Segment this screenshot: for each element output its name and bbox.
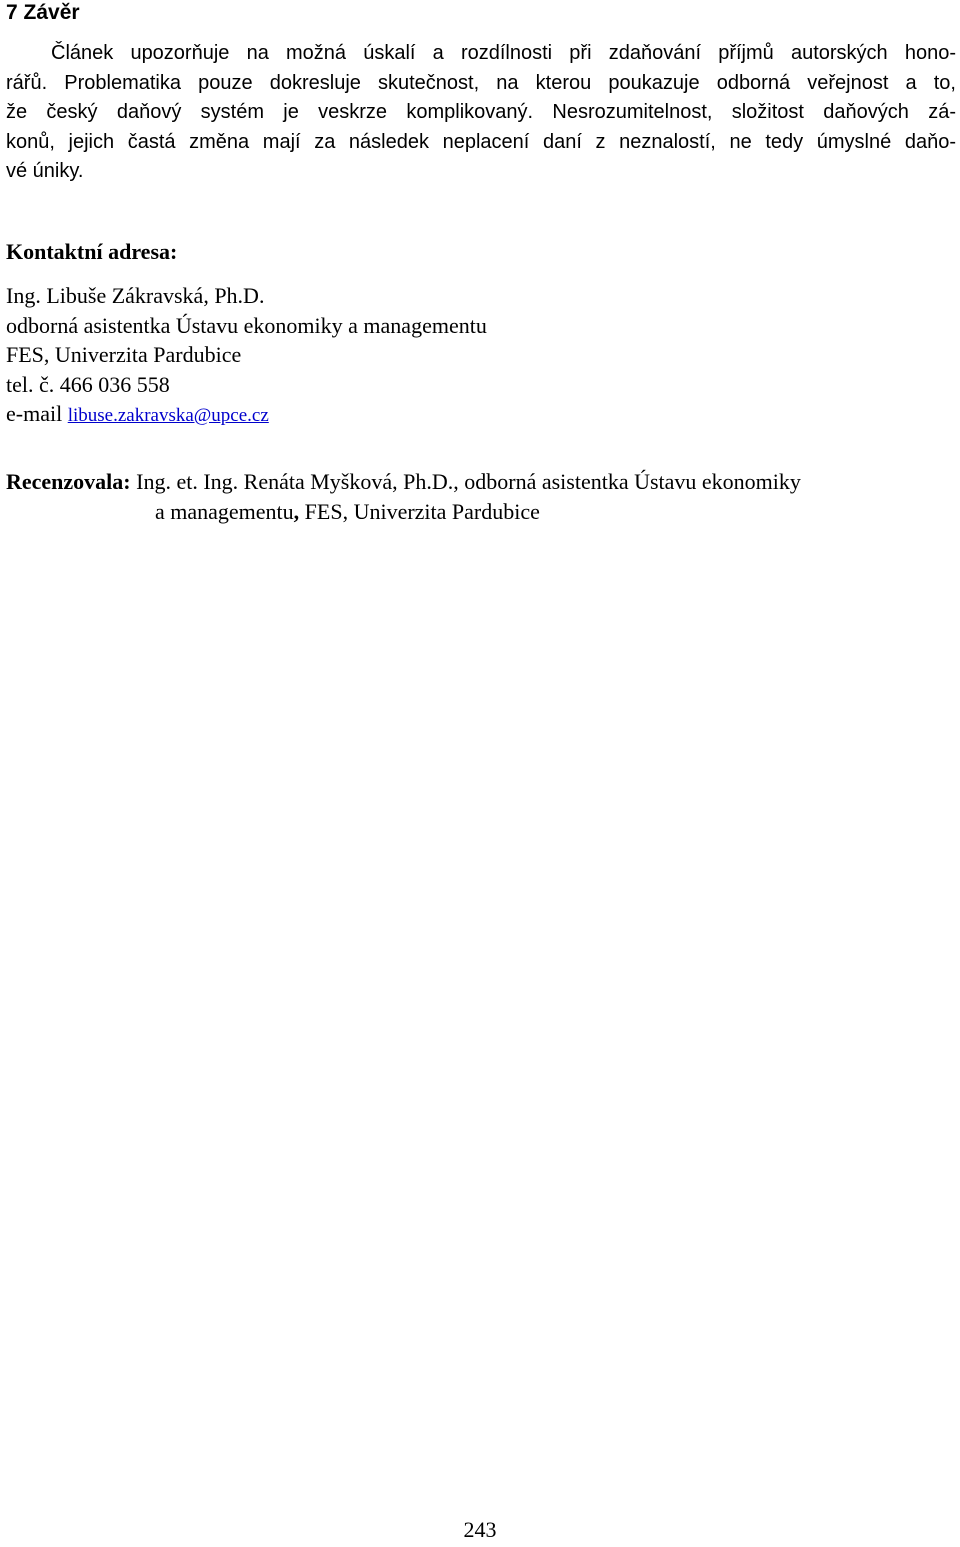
section-title: 7 Závěr (6, 1, 80, 24)
review-line-2 (6, 497, 801, 527)
review-line-1 (6, 467, 801, 497)
contact-email-row (6, 399, 487, 431)
paragraph-line: Článek upozorňuje na možná úskalí a rozdílnosti při zdaňování příjmů autorských hono- (51, 42, 956, 64)
review-note (6, 467, 801, 526)
email-link[interactable]: libuse.zakravska@upce.cz (67, 405, 269, 426)
contact-heading: Kontaktní adresa: (6, 239, 178, 264)
contact-address (6, 281, 487, 431)
conclusion-paragraph (6, 39, 956, 187)
reviewer-institution: FES, Univerzita Pardubice (299, 498, 540, 524)
page-number: 243 (463, 1517, 497, 1542)
contact-phone: tel. č. 466 036 558 (6, 371, 170, 397)
contact-institution: FES, Univerzita Pardubice (6, 342, 242, 367)
reviewer-affiliation: , odborná asistentka Ústavu ekonomiky (453, 469, 801, 494)
paragraph-line: konů, jejich častá změna mají za následek neplacení daní z neznalostí, ne tedy úmyslné daňo- (6, 130, 956, 153)
paragraph-line: vé úniky. (6, 160, 84, 182)
contact-position: odborná asistentka Ústavu ekonomiky a managementu (6, 312, 487, 338)
reviewer-affiliation-cont: a managementu (155, 498, 294, 524)
paragraph-line: že český daňový systém je veskrze komplikovaný. Nesrozumitelnost, složitost daňových zá- (6, 101, 956, 123)
review-label: Recenzovala: (6, 469, 131, 494)
email-label: e-mail (6, 401, 63, 426)
paragraph-line: rářů. Problematika pouze dokresluje skutečnost, na kterou poukazuje odborná veřejnost a to, (6, 71, 956, 94)
contact-name: Ing. Libuše Zákravská, Ph.D. (6, 283, 265, 308)
reviewer-name: Ing. et. Ing. Renáta Myšková, Ph.D. (136, 469, 454, 494)
reviewer-comma: , (293, 498, 300, 524)
